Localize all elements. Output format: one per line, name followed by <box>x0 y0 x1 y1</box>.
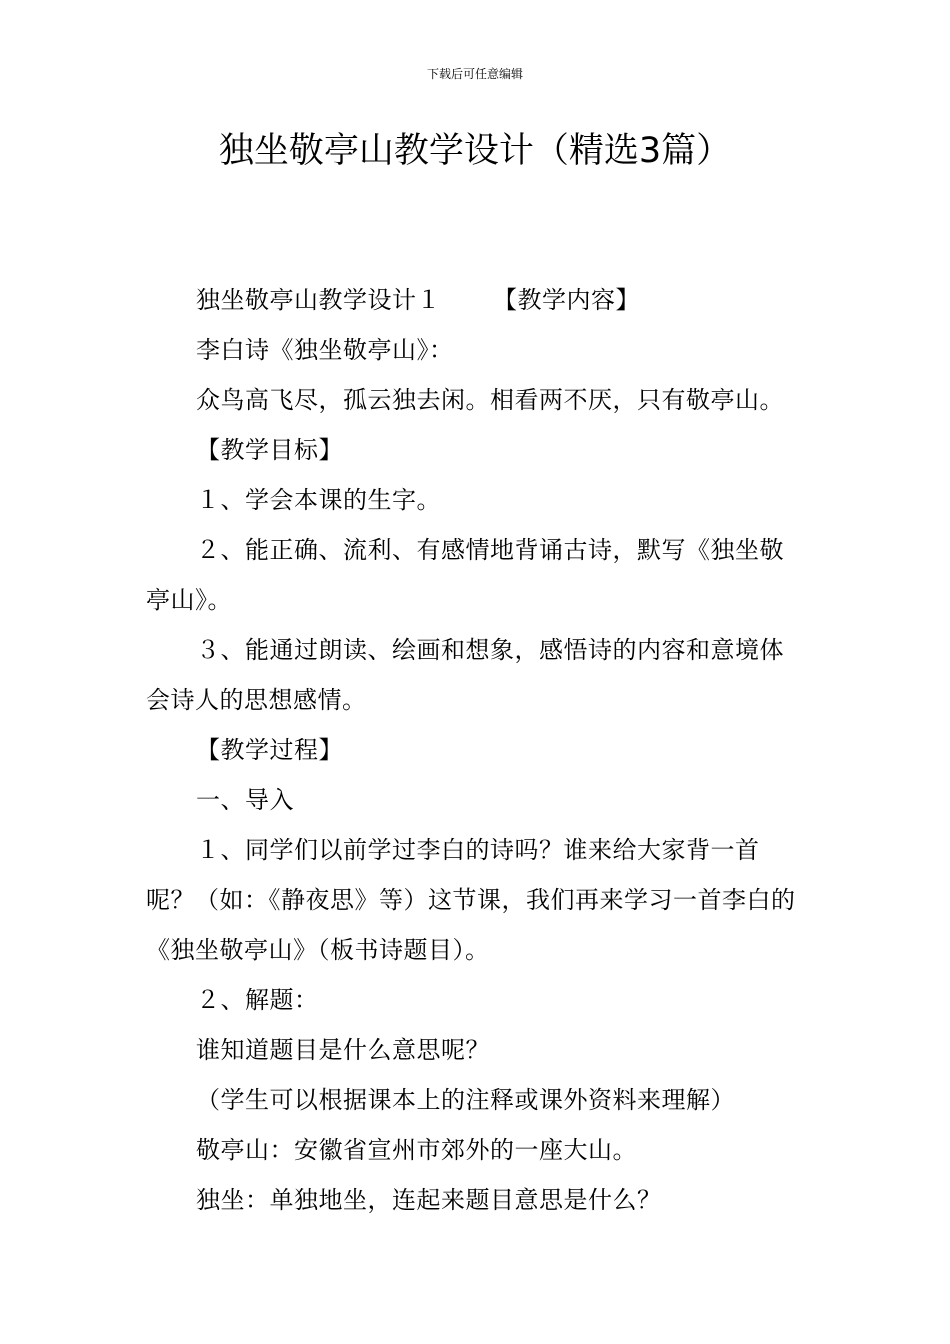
paragraph-goal-2: ２、能正确、流利、有感情地背诵古诗，默写《独坐敬亭山》。 <box>146 536 784 614</box>
paragraph-poem-text: 众鸟高飞尽，孤云独去闲。相看两不厌，只有敬亭山。 <box>196 386 784 414</box>
paragraph-intro-1: １、同学们以前学过李白的诗吗？谁来给大家背一首呢？（如：《静夜思》等）这节课，我们再来学习一首李白的《独坐敬亭山》（板书诗题目）。 <box>146 836 796 964</box>
document-body <box>146 275 806 1225</box>
section-heading-content-label: 【教学内容】 <box>493 286 640 314</box>
paragraph-goal-1: １、学会本课的生字。 <box>196 486 441 514</box>
paragraph-goals-heading: 【教学目标】 <box>196 436 343 464</box>
page-header-note: 下载后可任意编辑 <box>426 67 523 81</box>
section-heading <box>146 275 806 325</box>
paragraph-mountain-definition: 敬亭山：安徽省宣州市郊外的一座大山。 <box>196 1136 637 1164</box>
paragraph-question: 谁知道题目是什么意思呢？ <box>196 1036 490 1064</box>
section-heading-title: 独坐敬亭山教学设计１ <box>196 286 441 314</box>
document-title: 独坐敬亭山教学设计（精选3篇） <box>218 131 732 171</box>
paragraph-goal-3: ３、能通过朗读、绘画和想象，感悟诗的内容和意境体会诗人的思想感情。 <box>146 636 784 714</box>
paragraph-process-heading: 【教学过程】 <box>196 736 343 764</box>
paragraph-note: （学生可以根据课本上的注释或课外资料来理解） <box>196 1086 735 1114</box>
paragraph-poem-title: 李白诗《独坐敬亭山》： <box>196 336 454 364</box>
paragraph-intro-heading: 一、导入 <box>196 786 294 814</box>
paragraph-sitting-definition: 独坐：单独地坐，连起来题目意思是什么？ <box>196 1186 662 1214</box>
paragraph-intro-2: ２、解题： <box>196 986 319 1014</box>
